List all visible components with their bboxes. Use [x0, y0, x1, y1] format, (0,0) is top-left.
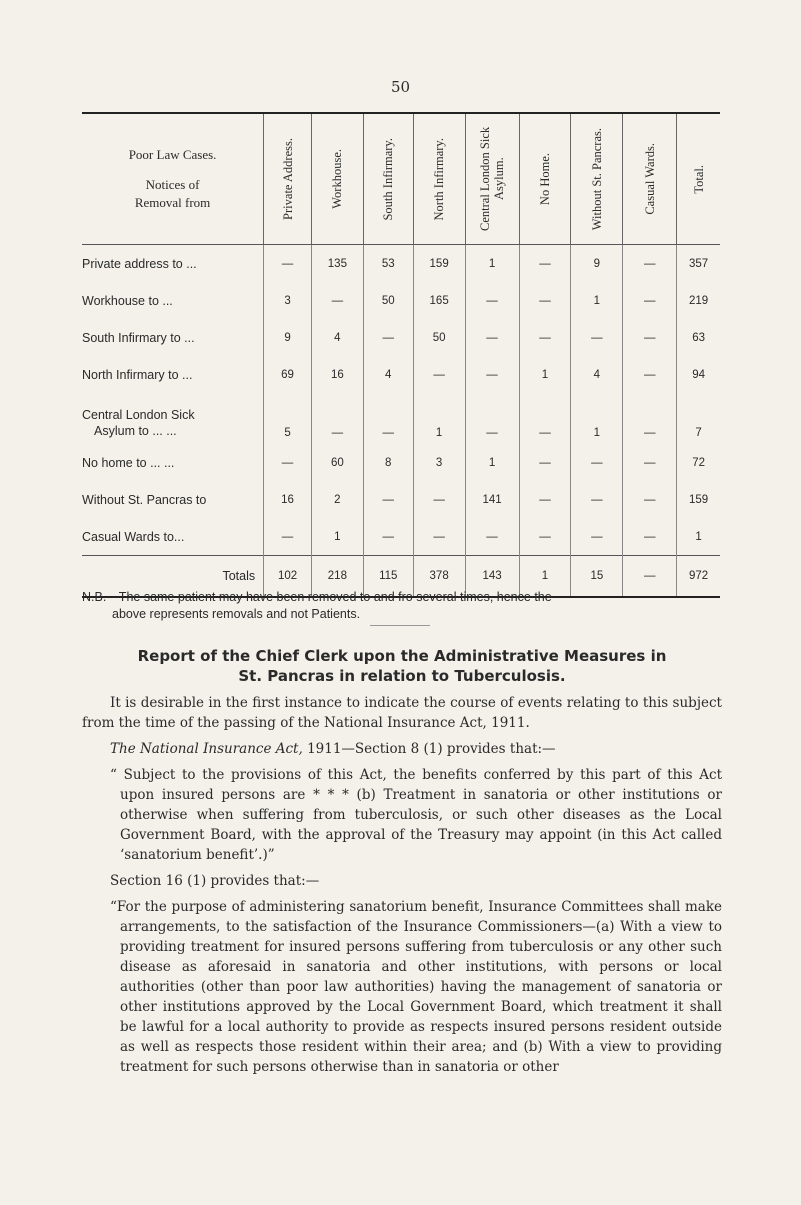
table-cell: — — [311, 282, 363, 319]
table-cell: 135 — [311, 245, 363, 283]
table-cell: — — [363, 319, 413, 356]
table-row — [82, 444, 720, 481]
total-cell: 143 — [465, 556, 519, 598]
total-cell: 15 — [571, 556, 623, 598]
table-cell: 69 — [264, 356, 312, 393]
table-cell: — — [519, 245, 571, 283]
table-cell: 72 — [677, 444, 720, 481]
column-header: Private Address. — [264, 113, 312, 245]
table-cell: — — [413, 356, 465, 393]
table-cell: 1 — [311, 518, 363, 556]
table-cell: — — [623, 481, 677, 518]
table-row — [82, 356, 720, 393]
table-cell: 8 — [363, 444, 413, 481]
totals-label: Totals — [82, 556, 264, 598]
table-cell: 4 — [571, 356, 623, 393]
column-header: Total. — [677, 113, 720, 245]
table-cell: — — [519, 319, 571, 356]
page-number: 50 — [390, 78, 411, 96]
total-cell: 115 — [363, 556, 413, 598]
total-cell: — — [623, 556, 677, 598]
row-label: Without St. Pancras to — [82, 492, 207, 507]
footnote-line: above represents removals and not Patients. — [112, 607, 361, 621]
table-cell: 1 — [465, 444, 519, 481]
row-label: No home to ... ... — [82, 455, 175, 470]
paragraph: Section 16 (1) provides that:— — [110, 873, 320, 889]
row-label — [82, 393, 264, 444]
table-cell: — — [623, 245, 677, 283]
table-cell: 1 — [465, 245, 519, 283]
table-cell: 4 — [363, 356, 413, 393]
table-cell: — — [571, 481, 623, 518]
table-cell: 9 — [264, 319, 312, 356]
table-header-row — [82, 113, 720, 245]
table-cell: — — [571, 319, 623, 356]
table-row — [82, 282, 720, 319]
table-cell: 5 — [264, 393, 312, 444]
table-cell: — — [264, 245, 312, 283]
row-label: Private address to ... — [82, 256, 197, 271]
table-cell: — — [264, 444, 312, 481]
table-cell: — — [519, 481, 571, 518]
row-label: South Infirmary to ... — [82, 330, 195, 345]
table-cell: 4 — [311, 319, 363, 356]
quotation: “ Subject to the provisions of this Act, the benefits conferred by this part of this Act upon insured persons are * * * (b) Treatment in sanatoria or other institutions or otherwise when suffering from tuberculosis, or such other diseases as the Local Government Board, with the approval of the Treasury may appoint (in this Act called ‘sanatorium benefit’.)” — [110, 767, 722, 863]
row-label: North Infirmary to ... — [82, 367, 193, 382]
table-cell: 3 — [413, 444, 465, 481]
table-cell: 357 — [677, 245, 720, 283]
table-cell: 3 — [264, 282, 312, 319]
report-title-line: Report of the Chief Clerk upon the Administrative Measures in — [137, 647, 667, 665]
paragraph-text: 1911—Section 8 (1) provides that:— — [302, 741, 556, 757]
paragraph: It is desirable in the first instance to indicate the course of events relating to this subject from the time of the passing of the National Insurance Act, 1911. — [82, 695, 722, 731]
table-cell: — — [519, 444, 571, 481]
table-cell: 1 — [413, 393, 465, 444]
paragraph — [82, 739, 722, 759]
table-cell: — — [519, 393, 571, 444]
table-cell: — — [363, 393, 413, 444]
table-cell: — — [623, 356, 677, 393]
report-body — [82, 693, 722, 1077]
table-cell: — — [465, 518, 519, 556]
table-cell: — — [571, 518, 623, 556]
column-header: North Infirmary. — [413, 113, 465, 245]
row-label: Casual Wards to... — [82, 529, 185, 544]
table-cell: — — [311, 393, 363, 444]
table-cell: 16 — [311, 356, 363, 393]
table-row — [82, 481, 720, 518]
corner-subtitle-2: Removal from — [134, 195, 211, 210]
report-title-line: St. Pancras in relation to Tuberculosis. — [238, 667, 566, 685]
corner-subtitle-1: Notices of — [145, 177, 200, 192]
table-cell: 219 — [677, 282, 720, 319]
table-cell: 165 — [413, 282, 465, 319]
table-cell: 159 — [677, 481, 720, 518]
table-corner-header — [82, 113, 264, 245]
total-cell: 102 — [264, 556, 312, 598]
column-header: Central London Sick Asylum. — [465, 113, 519, 245]
table-cell: — — [363, 481, 413, 518]
column-header: Without St. Pancras. — [571, 113, 623, 245]
table-cell: 7 — [677, 393, 720, 444]
total-cell: 218 — [311, 556, 363, 598]
row-label-line: Asylum to ... ... — [94, 424, 177, 438]
act-title: The National Insurance Act, — [110, 741, 303, 757]
table-cell: — — [623, 518, 677, 556]
table-row — [82, 518, 720, 556]
table-cell: 159 — [413, 245, 465, 283]
column-header: No Home. — [519, 113, 571, 245]
table-cell: — — [623, 282, 677, 319]
table-cell: — — [363, 518, 413, 556]
table-cell: 50 — [413, 319, 465, 356]
table-cell: 16 — [264, 481, 312, 518]
table-cell: — — [623, 393, 677, 444]
quotation: “For the purpose of administering sanatorium benefit, Insurance Committees shall make arrangements, to the satisfaction of the Insurance Commissioners—(a) With a view to providing treatment for insured persons suffering from tuberculosis or any other such disease as aforesaid in sanatoria and other institutions, with persons or local authorities (other than poor law authorities) having the management of sanatoria or other institutions approved by the Local Government Board, which treatment it shall be lawful for a local authority to provide as respects insured persons resident outside as well as respects those resident within their area; and (b) With a view to providing treatment for such persons otherwise than in sanatoria or other — [110, 899, 722, 1075]
table-cell: 63 — [677, 319, 720, 356]
removals-table — [82, 112, 720, 598]
table-cell: 9 — [571, 245, 623, 283]
table-footnote — [82, 589, 722, 623]
total-cell: 378 — [413, 556, 465, 598]
section-divider — [370, 625, 430, 626]
table-cell: 50 — [363, 282, 413, 319]
table-cell: 1 — [519, 356, 571, 393]
table-cell: — — [465, 282, 519, 319]
total-cell: 1 — [519, 556, 571, 598]
table-cell: 1 — [677, 518, 720, 556]
table-cell: — — [519, 282, 571, 319]
table-cell: — — [623, 319, 677, 356]
table-cell: 1 — [571, 282, 623, 319]
table-cell: 94 — [677, 356, 720, 393]
table-cell: — — [571, 444, 623, 481]
total-cell: 972 — [677, 556, 720, 598]
table-row — [82, 393, 720, 444]
table-cell: — — [413, 518, 465, 556]
table-row — [82, 319, 720, 356]
table-cell: — — [264, 518, 312, 556]
row-label-line: Central London Sick — [82, 408, 195, 422]
table-cell: — — [413, 481, 465, 518]
table-cell: 2 — [311, 481, 363, 518]
corner-title: Poor Law Cases. — [128, 147, 217, 162]
column-header: Workhouse. — [311, 113, 363, 245]
table-row — [82, 245, 720, 283]
table-cell: 53 — [363, 245, 413, 283]
table-cell: — — [465, 319, 519, 356]
table-cell: — — [623, 444, 677, 481]
table-cell: — — [465, 393, 519, 444]
row-label: Workhouse to ... — [82, 293, 173, 308]
table-cell: — — [465, 356, 519, 393]
report-title — [82, 646, 722, 686]
table-cell: — — [519, 518, 571, 556]
column-header: Casual Wards. — [623, 113, 677, 245]
table-cell: 141 — [465, 481, 519, 518]
footnote-line: N.B.—The same patient may have been removed to and fro several times, hence the — [82, 590, 552, 604]
table-cell: 60 — [311, 444, 363, 481]
column-header: South Infirmary. — [363, 113, 413, 245]
table-cell: 1 — [571, 393, 623, 444]
